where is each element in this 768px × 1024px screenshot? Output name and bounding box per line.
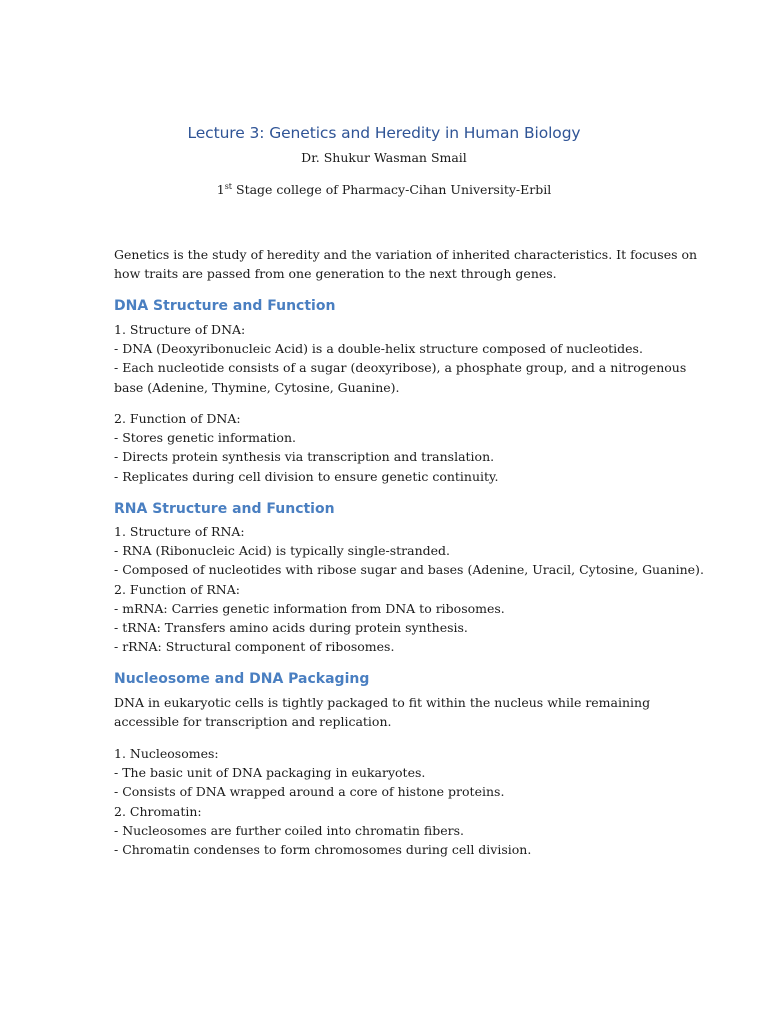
- section-heading-nucleosome: Nucleosome and DNA Packaging: [114, 671, 370, 687]
- affiliation-text: Stage college of Pharmacy-Cihan University-Erbil: [232, 182, 552, 198]
- rna-line: 1. Structure of RNA:: [114, 524, 245, 539]
- dna-structure-line: - Each nucleotide consists of a sugar (deoxyribose), a phosphate group, and a nitrogenous: [114, 360, 687, 376]
- dna-function-line: - Replicates during cell division to ensure genetic continuity.: [114, 468, 499, 484]
- affiliation: [0, 182, 768, 197]
- intro-line: how traits are passed from one generation to the next through genes.: [114, 266, 557, 282]
- dna-structure-line: base (Adenine, Thymine, Cytosine, Guanine).: [114, 379, 400, 395]
- document-title: Lecture 3: Genetics and Heredity in Human Biology: [187, 124, 581, 142]
- nucleosome-line: - Chromatin condenses to form chromosomes during cell division.: [114, 842, 532, 858]
- dna-function-paragraph: [114, 409, 674, 486]
- dna-structure-line: - DNA (Deoxyribonucleic Acid) is a double-helix structure composed of nucleotides.: [114, 341, 643, 357]
- affiliation-ordinal-suffix: st: [224, 182, 233, 191]
- author-name: Dr. Shukur Wasman Smail: [301, 150, 467, 165]
- intro-paragraph: [114, 245, 698, 283]
- nucleosome-line: - Consists of DNA wrapped around a core of histone proteins.: [114, 784, 505, 800]
- section-heading-rna: RNA Structure and Function: [114, 501, 335, 517]
- nucleosome-details-paragraph: [114, 744, 674, 859]
- affiliation-ordinal: 1: [216, 182, 225, 198]
- dna-function-line: - Directs protein synthesis via transcription and translation.: [114, 449, 495, 465]
- dna-function-line: 2. Function of DNA:: [114, 411, 241, 426]
- section-heading-dna: DNA Structure and Function: [114, 298, 336, 314]
- rna-paragraph: [114, 522, 704, 656]
- nucleosome-intro-line: DNA in eukaryotic cells is tightly packaged to fit within the nucleus while remaining: [114, 695, 651, 710]
- rna-line: - rRNA: Structural component of ribosomes.: [114, 639, 395, 655]
- dna-function-line: - Stores genetic information.: [114, 430, 296, 446]
- nucleosome-line: 1. Nucleosomes:: [114, 746, 219, 761]
- dna-structure-paragraph: [114, 320, 687, 397]
- rna-line: - Composed of nucleotides with ribose sugar and bases (Adenine, Uracil, Cytosine, Guanine).: [114, 562, 704, 578]
- nucleosome-line: - Nucleosomes are further coiled into chromatin fibers.: [114, 822, 465, 838]
- rna-line: - RNA (Ribonucleic Acid) is typically single-stranded.: [114, 543, 451, 559]
- nucleosome-line: - The basic unit of DNA packaging in eukaryotes.: [114, 765, 426, 781]
- nucleosome-intro-line: accessible for transcription and replication.: [114, 714, 392, 730]
- nucleosome-intro-paragraph: [114, 693, 674, 731]
- rna-line: 2. Function of RNA:: [114, 581, 240, 597]
- nucleosome-line: 2. Chromatin:: [114, 803, 202, 819]
- intro-line: Genetics is the study of heredity and the variation of inherited characteristics. It focuses on: [114, 247, 698, 262]
- dna-structure-line: 1. Structure of DNA:: [114, 322, 246, 337]
- rna-line: - tRNA: Transfers amino acids during protein synthesis.: [114, 620, 468, 636]
- rna-line: - mRNA: Carries genetic information from DNA to ribosomes.: [114, 600, 505, 616]
